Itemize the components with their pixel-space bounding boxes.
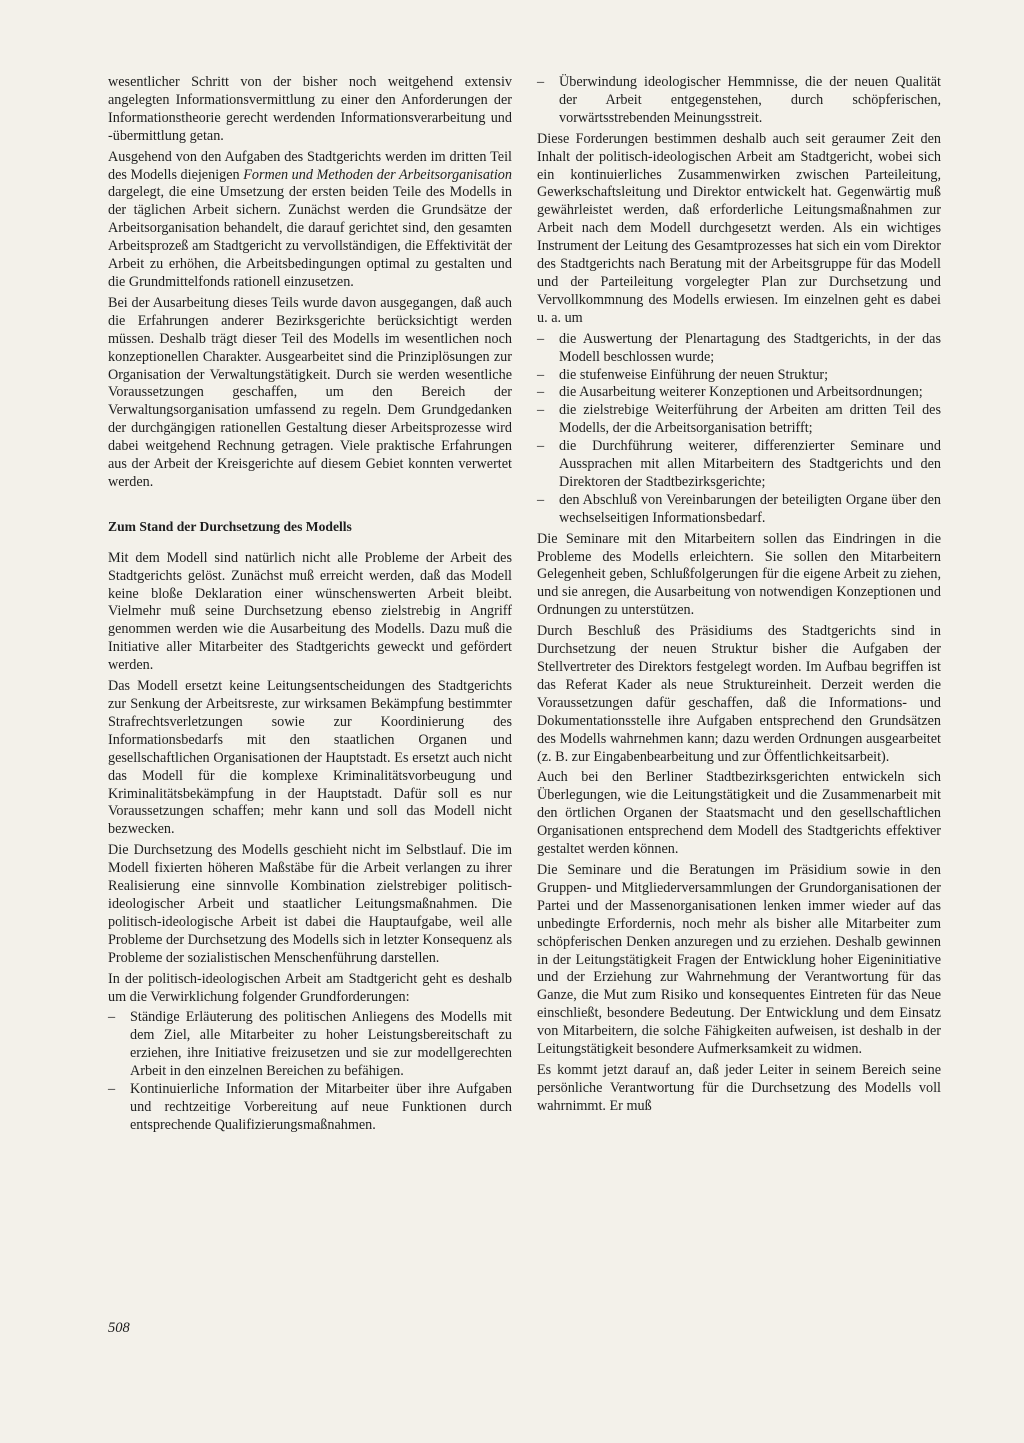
paragraph: Die Seminare mit den Mitarbeitern sollen das Eindringen in die Probleme des Modells erleichtern. Sie sollen den Mitarbeitern Gelegenheit geben, Schlußfolgerungen für die eigene Arbeit zu ziehen, und sie anregen, die Ausarbeitung von notwendigen Konzeptionen und Ordnungen zu unterstützen. [537,530,941,619]
paragraph: wesentlicher Schritt von der bisher noch weitgehend extensiv angelegten Informationsvermittlung zu einer den Anforderungen der Informationstheorie gerecht werdenden Informationsverarbeitung und -übermittlung getan. [108,74,512,144]
emphasis-text: Formen und Methoden der Arbeitsorganisation [243,166,512,183]
dash-marker: – [537,491,545,508]
list-item-text: den Abschluß von Vereinbarungen der beteiligten Organe über den wechselseitigen Informationsbedarf. [559,491,941,526]
list-item [108,1009,512,1081]
list-item-text: Ständige Erläuterung des politischen Anliegens des Modells mit dem Ziel, alle Mitarbeiter zu hoher Leistungsbereitschaft zu erziehen, ihre Initiative freizusetzen und sie zur modellgerechten Arbeit in den einzelnen Bereichen zu befähigen. [130,1009,512,1080]
section-heading: Zum Stand der Durchsetzung des Modells [108,518,352,534]
list-item-text: die stufenweise Einführung der neuen Struktur; [559,366,829,383]
paragraph: Die Durchsetzung des Modells geschieht nicht im Selbstlauf. Die im Modell fixierten höheren Maßstäbe für die Arbeit verlangen zu ihrer Realisierung eine sinnvolle Kombination zielstrebiger politisch-ideologischer Arbeit und staatlicher Leitungsmaßnahmen. Die politisch-ideologische Arbeit ist dabei die Hauptaufgabe, weil alle Probleme der Durchsetzung des Modells sich in letzter Konsequenz als Probleme der sozialistischen Menschenführung darstellen. [108,842,512,966]
dash-marker: – [537,330,545,347]
left-column [108,74,512,1138]
right-column [537,74,941,1119]
dash-marker: – [537,438,545,455]
paragraph: Es kommt jetzt darauf an, daß jeder Leiter in seinem Bereich seine persönliche Verantwortung für die Durchsetzung des Modells voll wahrnimmt. Er muß [537,1061,941,1114]
list-item [537,331,941,367]
dash-list [537,331,941,528]
list-item-text: Überwindung ideologischer Hemmnisse, die der neuen Qualität der Arbeit entgegenstehen, durch schöpferischen, vorwärtsstrebenden Meinungsstreit. [559,74,941,126]
list-item [537,74,941,128]
paragraph: Durch Beschluß des Präsidiums des Stadtgerichts sind in Durchsetzung der neuen Struktur bisher die Aufgaben der Stellvertreter des Direktors festgelegt worden. Im Aufbau begriffen ist das Referat Kader als neue Struktureinheit. Derzeit werden die Voraussetzungen dafür geschaffen, daß die Informations- und Dokumentationsstelle ihre Aufgaben entsprechend den Grundsätzen des Modells wahrnehmen kann; dazu werden Ordnungen ausgearbeitet (z. B. zur Eingabenbearbeitung und zur Öffentlichkeitsarbeit). [537,623,941,765]
text-run: Ausgehend von den Aufgaben des Stadtgerichts werden im dritten Teil des Modells diejenigen [108,148,512,183]
paragraph: Mit dem Modell sind natürlich nicht alle Probleme der Arbeit des Stadtgerichts gelöst. Zunächst muß erreicht werden, daß das Modell keine bloße Deklaration einer wünschenswerten Arbeit bleibt. Vielmehr muß seine Durchsetzung ebenso zielstrebig in Angriff genommen werden wie die Ausarbeitung des Modells. Dazu muß die Initiative aller Mitarbeiter des Stadtgerichts geweckt und gefördert werden. [108,549,512,674]
list-item-text: die Durchführung weiterer, differenzierter Seminare und Aussprachen mit allen Mitarbeitern des Stadtgerichts und den Direktoren der Stadtbezirksgerichte; [559,438,941,490]
list-item [537,384,941,402]
list-item-text: Kontinuierliche Information der Mitarbeiter über ihre Aufgaben und rechtzeitige Vorbereitung auf neue Funktionen durch entsprechende Qualifizierungsmaßnahmen. [130,1081,512,1133]
paragraph [108,149,512,292]
paragraph: Das Modell ersetzt keine Leitungsentscheidungen des Stadtgerichts zur Senkung der Arbeitsreste, zur wirksamen Bekämpfung bestimmter Strafrechtsverletzungen sowie zur Koordinierung des Informationsbedarfs mit den staatlichen Organen und gesellschaftlichen Organisationen der Hauptstadt. Es ersetzt auch nicht das Modell für die komplexe Kriminalitätsvorbeugung und Kriminalitätsbekämpfung in der Hauptstadt. Dafür soll es nur Voraussetzungen schaffen; mehr kann und soll das Modell nicht bezwecken. [108,678,512,838]
paragraph: Auch bei den Berliner Stadtbezirksgerichten entwickeln sich Überlegungen, wie die Leitungstätigkeit und die Zusammenarbeit mit den örtlichen Organen der Staatsmacht und den gesellschaftlichen Organisationen entsprechend dem Modell des Stadtgerichts effektiver gestaltet werden können. [537,769,941,858]
list-item-text: die Ausarbeitung weiterer Konzeptionen und Arbeitsordnungen; [559,384,923,401]
page-number: 508 [108,1320,130,1336]
list-item [537,402,941,438]
list-item [537,367,941,385]
list-item [537,492,941,528]
paragraph: Bei der Ausarbeitung dieses Teils wurde davon ausgegangen, daß auch die Erfahrungen anderer Bezirksgerichte berücksichtigt werden müssen. Deshalb trägt dieser Teil des Modells im wesentlichen noch konzeptionellen Charakter. Ausgearbeitet sind die Prinziplösungen zur Organisation der Verwaltungstätigkeit. Durch sie werden wesentliche Voraussetzungen geschaffen, um den Bereich der Verwaltungsorganisation umfassend zu regeln. Dem Grundgedanken der durchgängigen rationellen Gestaltung dieser Arbeitsprozesse wird dabei weitgehend Rechnung getragen. Viele praktische Erfahrungen aus der Arbeit der Kreisgerichte auf diesem Gebiet konnten verwertet werden. [108,294,512,490]
text-run: dargelegt, die eine Umsetzung der ersten beiden Teile des Modells in der täglichen Arbeit sichern. Zunächst werden die Grundsätze der Arbeitsorganisation behandelt, die darauf gerichtet sind, den gesamten Arbeitsprozeß am Stadtgericht zu vervollständigen, die Effektivität der Arbeit zu erhöhen, die Arbeitsbedingungen optimal zu gestalten und die Grundmittelfonds rationell einzusetzen. [108,184,512,290]
list-item-text: die zielstrebige Weiterführung der Arbeiten am dritten Teil des Modells, der die Arbeitsorganisation betrifft; [559,402,941,437]
dash-marker: – [537,384,545,401]
paragraph: In der politisch-ideologischen Arbeit am Stadtgericht geht es deshalb um die Verwirklichung folgender Grundforderungen: [108,970,512,1005]
dash-marker: – [537,366,545,383]
dash-marker: – [537,74,545,90]
paragraph: Diese Forderungen bestimmen deshalb auch seit geraumer Zeit den Inhalt der politisch-ideologischen Arbeit am Stadtgericht, wobei sich ein kontinuierliches Zusammenwirken zwischen Parteileitung, Gewerkschaftsleitung und Direktor entwickelt hat. Gegenwärtig muß gewährleistet werden, daß erforderliche Leitungsmaßnahmen zur Arbeit nach dem Modell durchgesetzt werden. Als ein wichtiges Instrument der Leitung des Gesamtprozesses hat sich ein vom Direktor des Stadtgerichts nach Beratung mit der Arbeitsgruppe für das Modell und der Parteileitung vorgelegter Plan zur Durchsetzung und Vervollkommnung des Modells erwiesen. Im einzelnen geht es dabei u. a. um [537,130,941,326]
dash-marker: – [108,1009,116,1026]
list-item [537,438,941,492]
list-item [108,1081,512,1135]
dash-list [108,1009,512,1134]
dash-list [537,74,941,128]
list-item-text: die Auswertung der Plenartagung des Stadtgerichts, in der das Modell beschlossen wurde; [559,330,941,365]
dash-marker: – [537,402,545,419]
paragraph: Die Seminare und die Beratungen im Präsidium sowie in den Gruppen- und Mitgliederversammlungen der Grundorganisationen der Partei und der Massenorganisationen lenken immer wieder auf das unbedingte Erfordernis, noch mehr als bisher alle Mitarbeiter zum schöpferischen Denken anzuregen und zu erziehen. Deshalb gewinnen in der Leitungstätigkeit Fragen der Entwicklung hoher Eigeninitiative und der Erziehung zur Wahrnehmung der Verantwortung für das Ganze, die Mut zum Risiko und konsequentes Eintreten für das Neue einschließt, besondere Bedeutung. Der Entwicklung und dem Einsatz von Mitarbeitern, die solche Fähigkeiten aufweisen, ist deshalb in der Leitungstätigkeit besondere Aufmerksamkeit zu widmen. [537,861,941,1058]
dash-marker: – [108,1081,116,1098]
